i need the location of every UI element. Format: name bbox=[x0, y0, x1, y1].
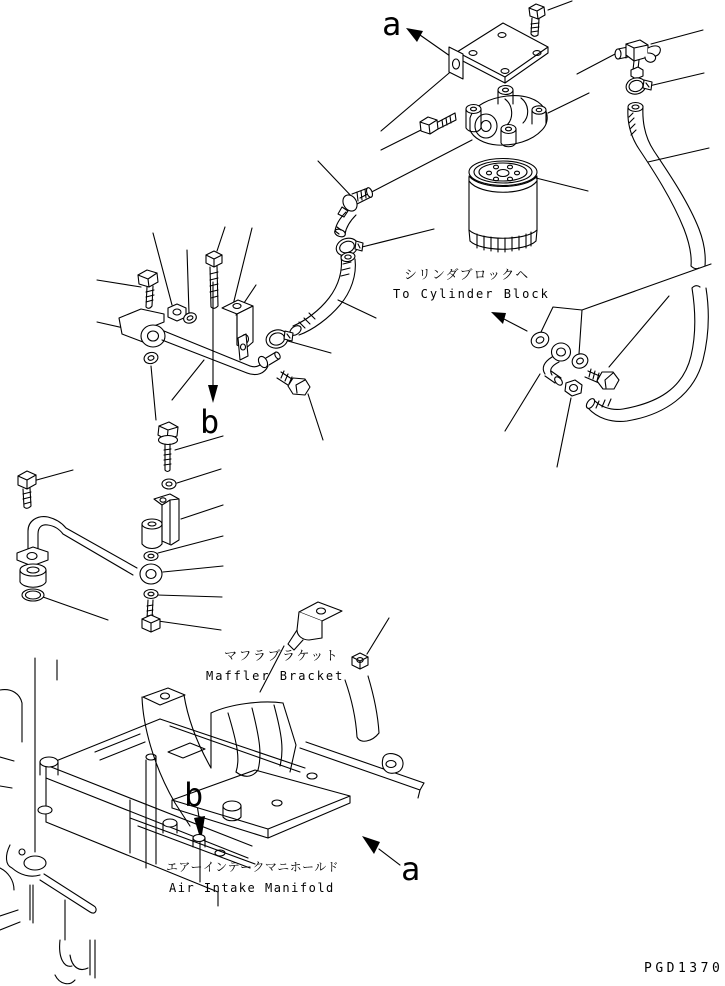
callout-air-intake-manifold-en: Air Intake Manifold bbox=[169, 881, 335, 895]
u-bracket bbox=[222, 300, 253, 349]
leader-lines bbox=[33, 1, 711, 692]
view-marker-b-middle: b bbox=[200, 403, 220, 441]
arrow-a-bottom bbox=[362, 836, 400, 865]
hex-bolt-ml2 bbox=[277, 371, 310, 395]
arrow-a-top bbox=[406, 28, 450, 56]
view-marker-b-bottom: b bbox=[184, 776, 204, 814]
hex-bolt-left bbox=[420, 113, 456, 134]
callout-to-cylinder-block-jp: シリンダブロックヘ bbox=[404, 268, 530, 283]
nut-small bbox=[352, 653, 368, 669]
hex-bolt-ml bbox=[138, 270, 158, 308]
hose-clamp-left bbox=[264, 327, 293, 350]
oil-pipe-ml bbox=[162, 331, 281, 375]
cylinder-block-fitting bbox=[529, 329, 619, 396]
filter-head bbox=[466, 86, 547, 147]
oil-filter-cartridge bbox=[469, 159, 537, 253]
drawing-number: PGD1370 bbox=[644, 961, 724, 976]
view-marker-a-bottom: a bbox=[401, 850, 421, 888]
hose-mid bbox=[288, 251, 356, 337]
arrow-to-cylinder-block bbox=[491, 312, 527, 331]
hex-bolt-long bbox=[206, 251, 222, 308]
hex-bolt-top bbox=[529, 4, 545, 36]
oil-pipe-ll bbox=[17, 517, 137, 601]
hex-bolt-ll bbox=[18, 471, 36, 508]
callout-air-intake-manifold-jp: エアーインテークマニホールド bbox=[166, 860, 340, 874]
hose-clamp-upper bbox=[624, 76, 652, 97]
banjo-plate bbox=[119, 309, 165, 365]
elbow-fitting bbox=[334, 187, 374, 238]
arrow-b-middle bbox=[208, 385, 218, 403]
callout-to-cylinder-block-en: To Cylinder Block bbox=[393, 287, 550, 301]
muffler-bracket-small bbox=[288, 602, 342, 650]
callout-muffler-bracket-en: Maffler Bracket bbox=[206, 669, 345, 683]
view-marker-a-top: a bbox=[382, 5, 402, 43]
callout-muffler-bracket-jp: マフラブラケット bbox=[224, 649, 340, 664]
shutoff-cock bbox=[615, 40, 660, 79]
banjo-stack bbox=[140, 422, 179, 632]
